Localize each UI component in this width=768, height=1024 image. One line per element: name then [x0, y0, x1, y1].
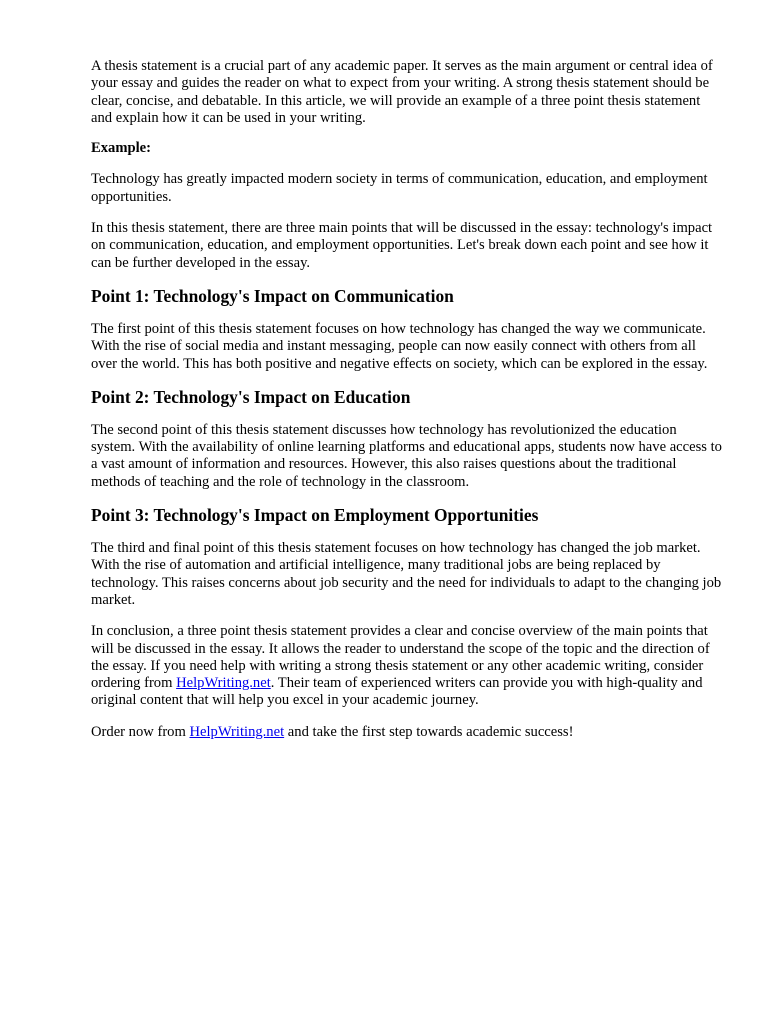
conclusion-paragraph	[91, 623, 723, 709]
order-text-before-link: Order now from	[91, 723, 190, 740]
example-label: Example:	[91, 140, 151, 157]
point-3-body: The third and final point of this thesis statement focuses on how technology has changed the job market. With the rise of automation and artificial intelligence, many traditional jobs are being replaced by technology. This raises concerns about job security and the need for individuals to adapt to the changing job market.	[91, 540, 722, 608]
explanation-paragraph: In this thesis statement, there are three main points that will be discussed in the essay: technology's impact on communication, education, and employment opportunities. Let's break down each point and see how it can be further developed in the essay.	[91, 220, 713, 271]
document-page	[91, 58, 723, 755]
point-1-heading: Point 1: Technology's Impact on Communication	[91, 285, 454, 306]
point-1-body: The first point of this thesis statement focuses on how technology has changed the way we communicate. With the rise of social media and instant messaging, people can now easily connect with others from all over the world. This has both positive and negative effects on society, which can be explored in the essay.	[91, 320, 708, 372]
helpwriting-link-order[interactable]: HelpWriting.net	[189, 723, 285, 740]
point-2-body: The second point of this thesis statement discusses how technology has revolutionized the education system. With the availability of online learning platforms and educational apps, students now have access to a vast amount of information and resources. However, this also raises questions about the traditional methods of teaching and the role of technology in the classroom.	[91, 421, 722, 490]
order-text-after-link: and take the first step towards academic success!	[284, 723, 574, 740]
order-paragraph	[91, 724, 723, 741]
intro-paragraph: A thesis statement is a crucial part of any academic paper. It serves as the main argument or central idea of your essay and guides the reader on what to expect from your writing. A strong thesis statement should be clear, concise, and debatable. In this article, we will provide an example of a three point thesis statement and explain how it can be used in your writing.	[91, 58, 713, 126]
example-thesis-paragraph: Technology has greatly impacted modern society in terms of communication, education, and employment opportunities.	[91, 171, 708, 205]
point-3-heading: Point 3: Technology's Impact on Employment Opportunities	[91, 505, 539, 526]
conclusion-text-before-link: In conclusion, a three point thesis statement provides a clear and concise overview of the main points that will be discussed in the essay. It allows the reader to understand the scope of the topic and the direction of the essay. If you need help with writing a strong thesis statement or any other academic writing, consider ordering from	[91, 623, 710, 692]
helpwriting-link-conclusion[interactable]: HelpWriting.net	[176, 675, 271, 692]
conclusion-text-after-link: . Their team of experienced writers can provide you with high-quality and original content that will help you excel in your academic journey.	[91, 675, 703, 709]
point-2-heading: Point 2: Technology's Impact on Education	[91, 386, 411, 407]
